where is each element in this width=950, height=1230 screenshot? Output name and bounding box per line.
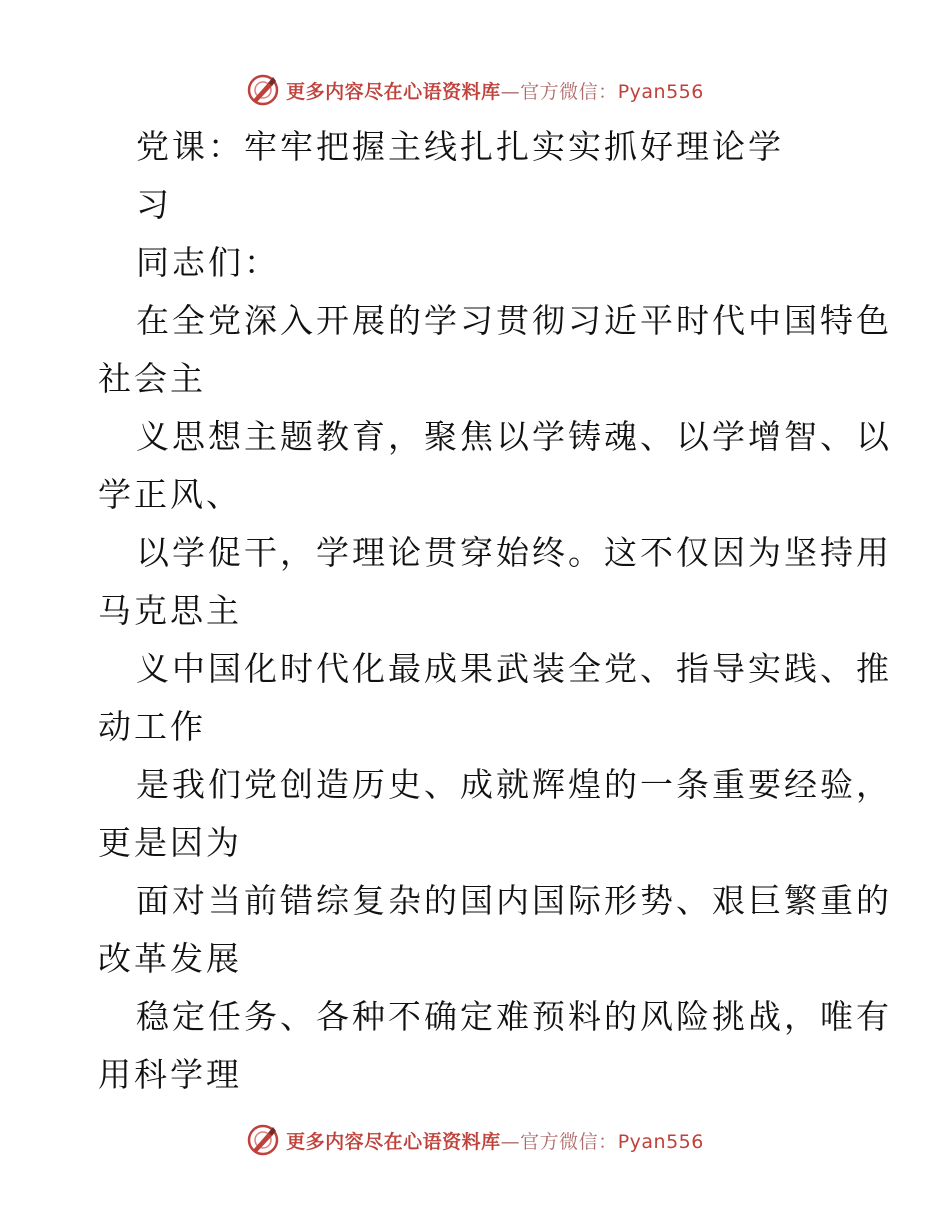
text-line: 面对当前错综复杂的国内国际形势、艰巨繁重的 <box>136 881 892 920</box>
text-line: 义思想主题教育，聚焦以学铸魂、以学增智、以 <box>136 417 892 456</box>
text-line: 用科学理 <box>98 1055 242 1094</box>
footer-banner-id: Pyan556 <box>617 1130 704 1153</box>
document-body <box>98 118 892 1104</box>
text-line: 更是因为 <box>98 823 242 862</box>
text-line: 学正风、 <box>98 475 242 514</box>
text-line: 社会主 <box>98 359 206 398</box>
pen-logo-icon <box>246 1123 280 1157</box>
header-watermark-banner <box>0 72 950 108</box>
text-line: 在全党深入开展的学习贯彻习近平时代中国特色 <box>136 301 892 340</box>
header-banner-main: 更多内容尽在心语资料库 <box>286 80 501 103</box>
pen-logo-icon <box>246 73 280 107</box>
text-line: 稳定任务、各种不确定难预料的风险挑战，唯有 <box>136 997 892 1036</box>
document-title-line-2: 习 <box>136 185 172 224</box>
header-banner-id: Pyan556 <box>617 80 704 103</box>
text-line: 义中国化时代化最成果武装全党、指导实践、推 <box>136 649 892 688</box>
header-banner-text <box>286 77 704 104</box>
text-line: 改革发展 <box>98 939 242 978</box>
text-line: 动工作 <box>98 707 206 746</box>
text-line: 是我们党创造历史、成就辉煌的一条重要经验， <box>136 765 892 804</box>
footer-banner-text <box>286 1127 704 1154</box>
footer-banner-main: 更多内容尽在心语资料库 <box>286 1130 501 1153</box>
text-line: 以学促干，学理论贯穿始终。这不仅因为坚持用 <box>136 533 892 572</box>
salutation: 同志们： <box>136 243 280 282</box>
document-title-line-1: 党课：牢牢把握主线扎扎实实抓好理论学 <box>136 127 784 166</box>
header-banner-separator: —官方微信： <box>500 80 618 103</box>
text-line: 马克思主 <box>98 591 242 630</box>
footer-banner-separator: —官方微信： <box>500 1130 618 1153</box>
footer-watermark-banner <box>0 1122 950 1158</box>
